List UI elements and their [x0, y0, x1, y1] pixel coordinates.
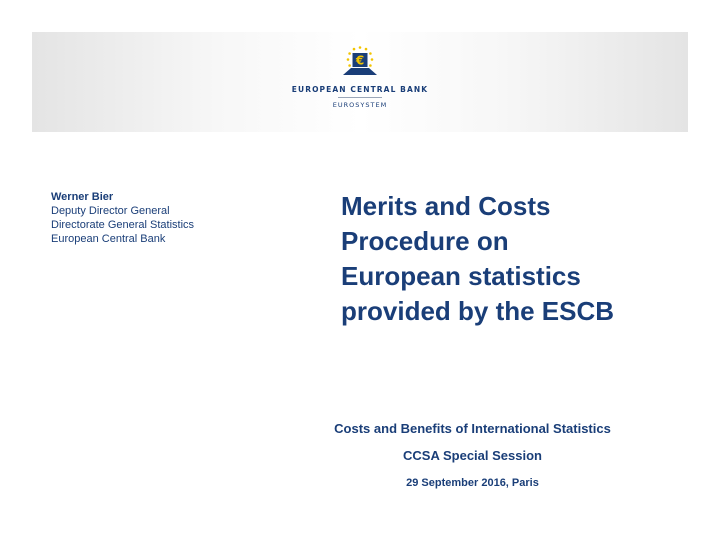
speaker-department: Directorate General Statistics: [51, 219, 195, 231]
logo-divider: [338, 97, 382, 98]
title-line: provided by the ESCB: [341, 296, 615, 326]
title-line: Merits and Costs: [341, 191, 551, 221]
speaker-organization: European Central Bank: [51, 233, 166, 245]
speaker-role: Deputy Director General: [51, 205, 170, 217]
euro-symbol: €: [355, 53, 365, 68]
event-session: CCSA Special Session: [403, 448, 542, 463]
euro-building: [343, 68, 377, 75]
title-line: Procedure on: [341, 226, 509, 256]
logo-subtitle: EUROSYSTEM: [332, 101, 388, 109]
event-name: Costs and Benefits of International Statistics: [334, 421, 611, 436]
slide-title: [341, 189, 681, 329]
logo-wordmark: EUROPEAN CENTRAL BANK: [291, 85, 429, 94]
speaker-block: [51, 190, 194, 246]
event-date-place: 29 September 2016, Paris: [406, 477, 539, 489]
ecb-euro-logo-icon: [340, 44, 380, 82]
title-line: European statistics: [341, 261, 581, 291]
speaker-name: Werner Bier: [51, 191, 114, 203]
